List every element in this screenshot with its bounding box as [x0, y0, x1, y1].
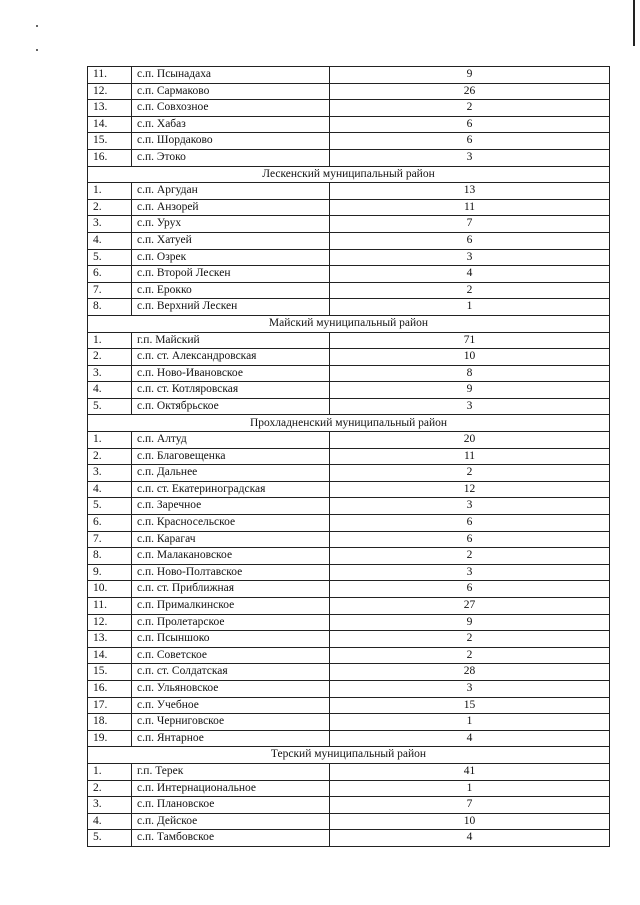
settlement-name: с.п. Благовещенка: [132, 448, 330, 465]
settlement-name: с.п. Заречное: [132, 498, 330, 515]
district-title: Терский муниципальный район: [88, 747, 610, 764]
settlement-count: 15: [330, 697, 610, 714]
settlement-count: 3: [330, 249, 610, 266]
settlement-name: с.п. Черниговское: [132, 714, 330, 731]
row-number: 5.: [88, 498, 132, 515]
settlement-count: 27: [330, 598, 610, 615]
table-row: [88, 100, 610, 117]
row-number: 11.: [88, 598, 132, 615]
settlement-name: с.п. Шордаково: [132, 133, 330, 150]
settlement-name: с.п. Карагач: [132, 531, 330, 548]
settlement-name: с.п. Озрек: [132, 249, 330, 266]
settlement-count: 3: [330, 564, 610, 581]
table-row: [88, 448, 610, 465]
settlement-name: с.п. ст. Александровская: [132, 349, 330, 366]
district-title: Прохладненский муниципальный район: [88, 415, 610, 432]
table-row: [88, 382, 610, 399]
table-row: [88, 598, 610, 615]
settlement-name: с.п. Совхозное: [132, 100, 330, 117]
settlement-name: с.п. Аргудан: [132, 183, 330, 200]
settlements-table-body: [88, 67, 610, 847]
table-row: [88, 216, 610, 233]
table-row: [88, 498, 610, 515]
row-number: 10.: [88, 581, 132, 598]
settlement-count: 10: [330, 813, 610, 830]
settlement-name: с.п. Второй Лескен: [132, 266, 330, 283]
table-row: [88, 266, 610, 283]
table-row: [88, 647, 610, 664]
settlement-name: с.п. Хабаз: [132, 116, 330, 133]
settlement-count: 1: [330, 714, 610, 731]
settlement-count: 6: [330, 531, 610, 548]
table-row: [88, 432, 610, 449]
settlement-name: с.п. Советское: [132, 647, 330, 664]
district-title: Лескенский муниципальный район: [88, 166, 610, 183]
settlement-count: 20: [330, 432, 610, 449]
scan-artifact-dot: [36, 25, 38, 27]
row-number: 7.: [88, 282, 132, 299]
settlement-count: 28: [330, 664, 610, 681]
settlement-name: с.п. Ульяновское: [132, 680, 330, 697]
settlement-name: с.п. Малакановское: [132, 548, 330, 565]
settlement-count: 2: [330, 647, 610, 664]
settlement-name: с.п. Ново-Ивановское: [132, 365, 330, 382]
settlement-name: с.п. ст. Солдатская: [132, 664, 330, 681]
row-number: 15.: [88, 133, 132, 150]
table-row: [88, 614, 610, 631]
row-number: 1.: [88, 183, 132, 200]
row-number: 11.: [88, 67, 132, 84]
table-row: [88, 531, 610, 548]
settlement-name: с.п. Тамбовское: [132, 830, 330, 847]
row-number: 7.: [88, 531, 132, 548]
settlement-name: с.п. Интернациональное: [132, 780, 330, 797]
row-number: 6.: [88, 515, 132, 532]
settlement-name: с.п. Ерокко: [132, 282, 330, 299]
table-row: [88, 232, 610, 249]
table-row: [88, 349, 610, 366]
row-number: 4.: [88, 382, 132, 399]
row-number: 3.: [88, 797, 132, 814]
row-number: 4.: [88, 813, 132, 830]
table-row: [88, 830, 610, 847]
table-row: [88, 149, 610, 166]
settlement-name: с.п. Этоко: [132, 149, 330, 166]
table-row: [88, 299, 610, 316]
settlement-count: 3: [330, 680, 610, 697]
row-number: 8.: [88, 299, 132, 316]
settlement-name: с.п. Анзорей: [132, 199, 330, 216]
table-row: [88, 465, 610, 482]
district-header-row: [88, 747, 610, 764]
row-number: 19.: [88, 730, 132, 747]
table-row: [88, 581, 610, 598]
row-number: 5.: [88, 249, 132, 266]
table-row: [88, 714, 610, 731]
settlement-name: с.п. Дальнее: [132, 465, 330, 482]
settlement-name: с.п. Пролетарское: [132, 614, 330, 631]
row-number: 16.: [88, 149, 132, 166]
row-number: 5.: [88, 830, 132, 847]
row-number: 3.: [88, 365, 132, 382]
settlement-count: 7: [330, 216, 610, 233]
row-number: 4.: [88, 481, 132, 498]
settlement-name: с.п. Плановское: [132, 797, 330, 814]
settlement-count: 41: [330, 763, 610, 780]
settlement-name: с.п. Дейское: [132, 813, 330, 830]
settlement-count: 6: [330, 515, 610, 532]
settlement-count: 12: [330, 481, 610, 498]
row-number: 16.: [88, 680, 132, 697]
table-row: [88, 697, 610, 714]
table-row: [88, 763, 610, 780]
settlement-name: с.п. Янтарное: [132, 730, 330, 747]
settlement-name: с.п. Урух: [132, 216, 330, 233]
row-number: 1.: [88, 763, 132, 780]
settlement-name: с.п. Псынадаха: [132, 67, 330, 84]
settlement-count: 2: [330, 631, 610, 648]
table-row: [88, 680, 610, 697]
row-number: 5.: [88, 398, 132, 415]
table-row: [88, 67, 610, 84]
table-row: [88, 83, 610, 100]
settlement-name: с.п. ст. Екатериноградская: [132, 481, 330, 498]
settlement-count: 2: [330, 465, 610, 482]
settlement-count: 6: [330, 232, 610, 249]
table-row: [88, 282, 610, 299]
table-row: [88, 183, 610, 200]
settlement-count: 13: [330, 183, 610, 200]
district-header-row: [88, 315, 610, 332]
settlement-count: 8: [330, 365, 610, 382]
row-number: 15.: [88, 664, 132, 681]
settlement-count: 9: [330, 382, 610, 399]
scan-artifact-edge: [633, 0, 635, 46]
settlement-count: 4: [330, 730, 610, 747]
row-number: 18.: [88, 714, 132, 731]
row-number: 2.: [88, 349, 132, 366]
table-row: [88, 481, 610, 498]
row-number: 2.: [88, 199, 132, 216]
settlement-count: 10: [330, 349, 610, 366]
settlement-name: с.п. Верхний Лескен: [132, 299, 330, 316]
settlement-name: с.п. Учебное: [132, 697, 330, 714]
settlement-name: с.п. Красносельское: [132, 515, 330, 532]
settlement-count: 3: [330, 498, 610, 515]
settlement-count: 3: [330, 398, 610, 415]
settlement-count: 6: [330, 116, 610, 133]
row-number: 2.: [88, 448, 132, 465]
row-number: 6.: [88, 266, 132, 283]
settlement-name: с.п. ст. Приближная: [132, 581, 330, 598]
row-number: 12.: [88, 83, 132, 100]
settlement-name: с.п. Псыншоко: [132, 631, 330, 648]
settlement-count: 2: [330, 100, 610, 117]
settlement-count: 71: [330, 332, 610, 349]
settlement-count: 2: [330, 548, 610, 565]
settlement-name: с.п. Ново-Полтавское: [132, 564, 330, 581]
table-row: [88, 365, 610, 382]
table-row: [88, 797, 610, 814]
settlement-count: 7: [330, 797, 610, 814]
table-row: [88, 631, 610, 648]
settlement-name: с.п. Октябрьское: [132, 398, 330, 415]
row-number: 13.: [88, 100, 132, 117]
settlement-count: 2: [330, 282, 610, 299]
settlement-name: с.п. ст. Котляровская: [132, 382, 330, 399]
row-number: 3.: [88, 465, 132, 482]
row-number: 3.: [88, 216, 132, 233]
row-number: 4.: [88, 232, 132, 249]
table-row: [88, 780, 610, 797]
row-number: 14.: [88, 116, 132, 133]
row-number: 13.: [88, 631, 132, 648]
district-header-row: [88, 166, 610, 183]
settlement-name: с.п. Сармаково: [132, 83, 330, 100]
settlement-count: 1: [330, 299, 610, 316]
row-number: 8.: [88, 548, 132, 565]
settlement-name: г.п. Майский: [132, 332, 330, 349]
table-row: [88, 332, 610, 349]
settlement-name: с.п. Хатуей: [132, 232, 330, 249]
settlement-count: 9: [330, 614, 610, 631]
settlement-count: 9: [330, 67, 610, 84]
row-number: 1.: [88, 432, 132, 449]
settlement-count: 1: [330, 780, 610, 797]
district-header-row: [88, 415, 610, 432]
table-row: [88, 515, 610, 532]
row-number: 14.: [88, 647, 132, 664]
settlement-count: 11: [330, 199, 610, 216]
table-row: [88, 813, 610, 830]
row-number: 17.: [88, 697, 132, 714]
settlement-name: с.п. Прималкинское: [132, 598, 330, 615]
row-number: 9.: [88, 564, 132, 581]
table-row: [88, 564, 610, 581]
table-row: [88, 664, 610, 681]
table-row: [88, 398, 610, 415]
settlement-count: 4: [330, 266, 610, 283]
row-number: 1.: [88, 332, 132, 349]
settlement-name: с.п. Алтуд: [132, 432, 330, 449]
table-row: [88, 199, 610, 216]
settlement-name: г.п. Терек: [132, 763, 330, 780]
scan-artifact-dot: [36, 49, 38, 51]
settlement-count: 3: [330, 149, 610, 166]
table-row: [88, 249, 610, 266]
table-row: [88, 730, 610, 747]
table-row: [88, 548, 610, 565]
district-title: Майский муниципальный район: [88, 315, 610, 332]
settlement-count: 26: [330, 83, 610, 100]
row-number: 2.: [88, 780, 132, 797]
settlement-count: 4: [330, 830, 610, 847]
settlement-count: 6: [330, 581, 610, 598]
row-number: 12.: [88, 614, 132, 631]
settlement-count: 6: [330, 133, 610, 150]
table-row: [88, 116, 610, 133]
settlement-count: 11: [330, 448, 610, 465]
settlements-table: [87, 66, 610, 847]
table-row: [88, 133, 610, 150]
